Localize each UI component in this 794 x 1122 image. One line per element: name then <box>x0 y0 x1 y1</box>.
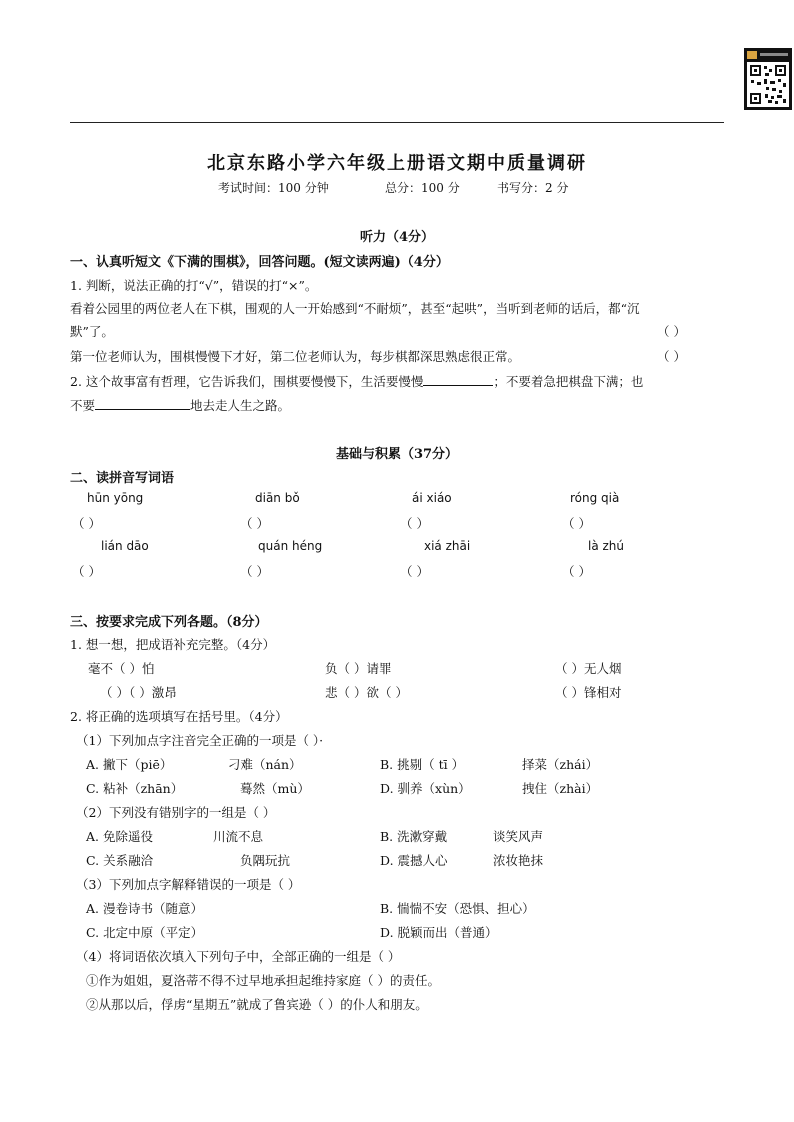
pinyin-3: ái xiáo <box>412 491 452 505</box>
option-d: D. 驯养（xùn） <box>380 781 471 796</box>
q1-statement-1-cont: 默”了。 <box>70 324 114 339</box>
q1-sub2-text-d: 地去走人生之路。 <box>190 398 291 413</box>
option-c: C. 关系融洽 <box>86 853 154 868</box>
option-b: B. 惴惴不安（恐惧、担心） <box>380 901 535 916</box>
option-a: A. 漫卷诗书（随意） <box>86 901 203 916</box>
idiom-item: 毫不（ ）怕 <box>88 661 155 676</box>
idiom-item: 悲（ ）欲（ ） <box>325 685 408 700</box>
sub-question-2: （2）下列没有错别字的一组是（ ） <box>76 805 276 820</box>
header-divider <box>70 122 724 123</box>
sub-question-4: （4）将词语依次填入下列句子中，全部正确的一组是（ ） <box>76 949 401 964</box>
writing-score: 书写分：2 分 <box>497 181 569 195</box>
question-3-title: 三、按要求完成下列各题。（8分） <box>70 615 268 630</box>
q1-sub2-text-c: 不要 <box>70 398 96 413</box>
pinyin-6: quán héng <box>258 539 323 553</box>
option-a: A. 免除遥役 <box>86 829 153 844</box>
q1-sub2-text-a: 2. 这个故事富有哲理，它告诉我们，围棋要慢慢下，生活要慢慢 <box>70 374 424 389</box>
exam-time: 考试时间：100 分钟 <box>218 181 329 195</box>
option-a-word2: 川流不息 <box>213 829 264 844</box>
basics-heading: 基础与积累（37分） <box>335 447 459 462</box>
pinyin-8: là zhú <box>588 539 625 553</box>
q1-sub2-text-b: ；不要着急把棋盘下满；也 <box>493 374 644 389</box>
option-a: A. 撇下（piē） <box>86 757 173 772</box>
idiom-item: （ ）无人烟 <box>555 661 622 676</box>
q1-statement-2: 第一位老师认为，围棋慢慢下才好，第二位老师认为，每步棋都深思熟虑很正常。 <box>70 349 521 364</box>
q1-sub1-intro: 1. 判断，说法正确的打“√”，错误的打“×”。 <box>70 278 318 293</box>
option-a-word2: 刁难（nán） <box>228 757 302 772</box>
q1-sub2-line1 <box>70 372 643 390</box>
question-1-title: 一、认真听短文《下满的围棋》，回答问题。(短文读两遍)（4分） <box>70 255 449 270</box>
question-2-title: 二、读拼音写词语 <box>70 471 175 486</box>
sentence-1: ①作为姐姐，夏洛蒂不得不过早地承担起维持家庭（ ）的责任。 <box>86 973 440 988</box>
q3-part1: 1. 想一想，把成语补充完整。（4分） <box>70 637 276 652</box>
answer-bracket[interactable]: （ ） <box>400 564 429 579</box>
answer-bracket[interactable]: （ ） <box>562 564 591 579</box>
answer-bracket[interactable]: （ ） <box>240 516 269 531</box>
pinyin-2: diān bǒ <box>255 491 300 505</box>
idiom-item: （ ）（ ）激昂 <box>100 685 177 700</box>
answer-bracket[interactable]: （ ） <box>72 516 101 531</box>
answer-bracket[interactable]: （ ） <box>72 564 101 579</box>
idiom-item: （ ）锋相对 <box>555 685 622 700</box>
q1-statement-1: 看着公园里的两位老人在下棋，围观的人一开始感到“不耐烦”，甚至“起哄”，当听到老师的话后，都“沉 <box>70 301 640 316</box>
sub-question-3: （3）下列加点字解释错误的一项是（ ） <box>76 877 301 892</box>
option-d-word2: 拽住（zhài） <box>522 781 599 796</box>
option-b: B. 挑剔（ tī ） <box>380 757 465 772</box>
sentence-2: ②从那以后，俘虏“星期五”就成了鲁宾逊（ ）的仆人和朋友。 <box>86 997 428 1012</box>
option-d: D. 脱颖而出（普通） <box>380 925 498 940</box>
listening-heading: 听力（4分） <box>359 230 435 245</box>
fill-blank-1[interactable] <box>423 373 493 386</box>
option-c: C. 粘补（zhān） <box>86 781 184 796</box>
pinyin-1: hūn yōng <box>87 491 144 505</box>
option-c: C. 北定中原（平定） <box>86 925 204 940</box>
q1-sub2-line2 <box>70 396 290 414</box>
answer-paren-1[interactable]: （ ） <box>657 324 686 339</box>
idiom-item: 负（ ）请罪 <box>325 661 392 676</box>
pinyin-7: xiá zhāi <box>424 539 471 553</box>
page-title: 北京东路小学六年级上册语文期中质量调研 <box>207 153 587 174</box>
option-b-word2: 谈笑风声 <box>493 829 544 844</box>
qr-code-icon <box>744 48 792 110</box>
answer-bracket[interactable]: （ ） <box>240 564 269 579</box>
q3-part2: 2. 将正确的选项填写在括号里。（4分） <box>70 709 288 724</box>
sub-question-1: （1）下列加点字注音完全正确的一项是（ ）· <box>76 733 324 748</box>
option-d-word2: 浓妆艳抹 <box>493 853 544 868</box>
option-c-word2: 负隅玩抗 <box>240 853 291 868</box>
total-score: 总分：100 分 <box>385 181 460 195</box>
answer-paren-2[interactable]: （ ） <box>657 349 686 364</box>
pinyin-5: lián dāo <box>101 539 149 553</box>
option-b-word2: 择菜（zhái） <box>522 757 599 772</box>
option-d: D. 震撼人心 <box>380 853 448 868</box>
pinyin-4: róng qià <box>570 491 620 505</box>
option-b: B. 洗漱穿戴 <box>380 829 448 844</box>
option-c-word2: 蓦然（mù） <box>240 781 310 796</box>
answer-bracket[interactable]: （ ） <box>562 516 591 531</box>
answer-bracket[interactable]: （ ） <box>400 516 429 531</box>
fill-blank-2[interactable] <box>95 397 190 410</box>
